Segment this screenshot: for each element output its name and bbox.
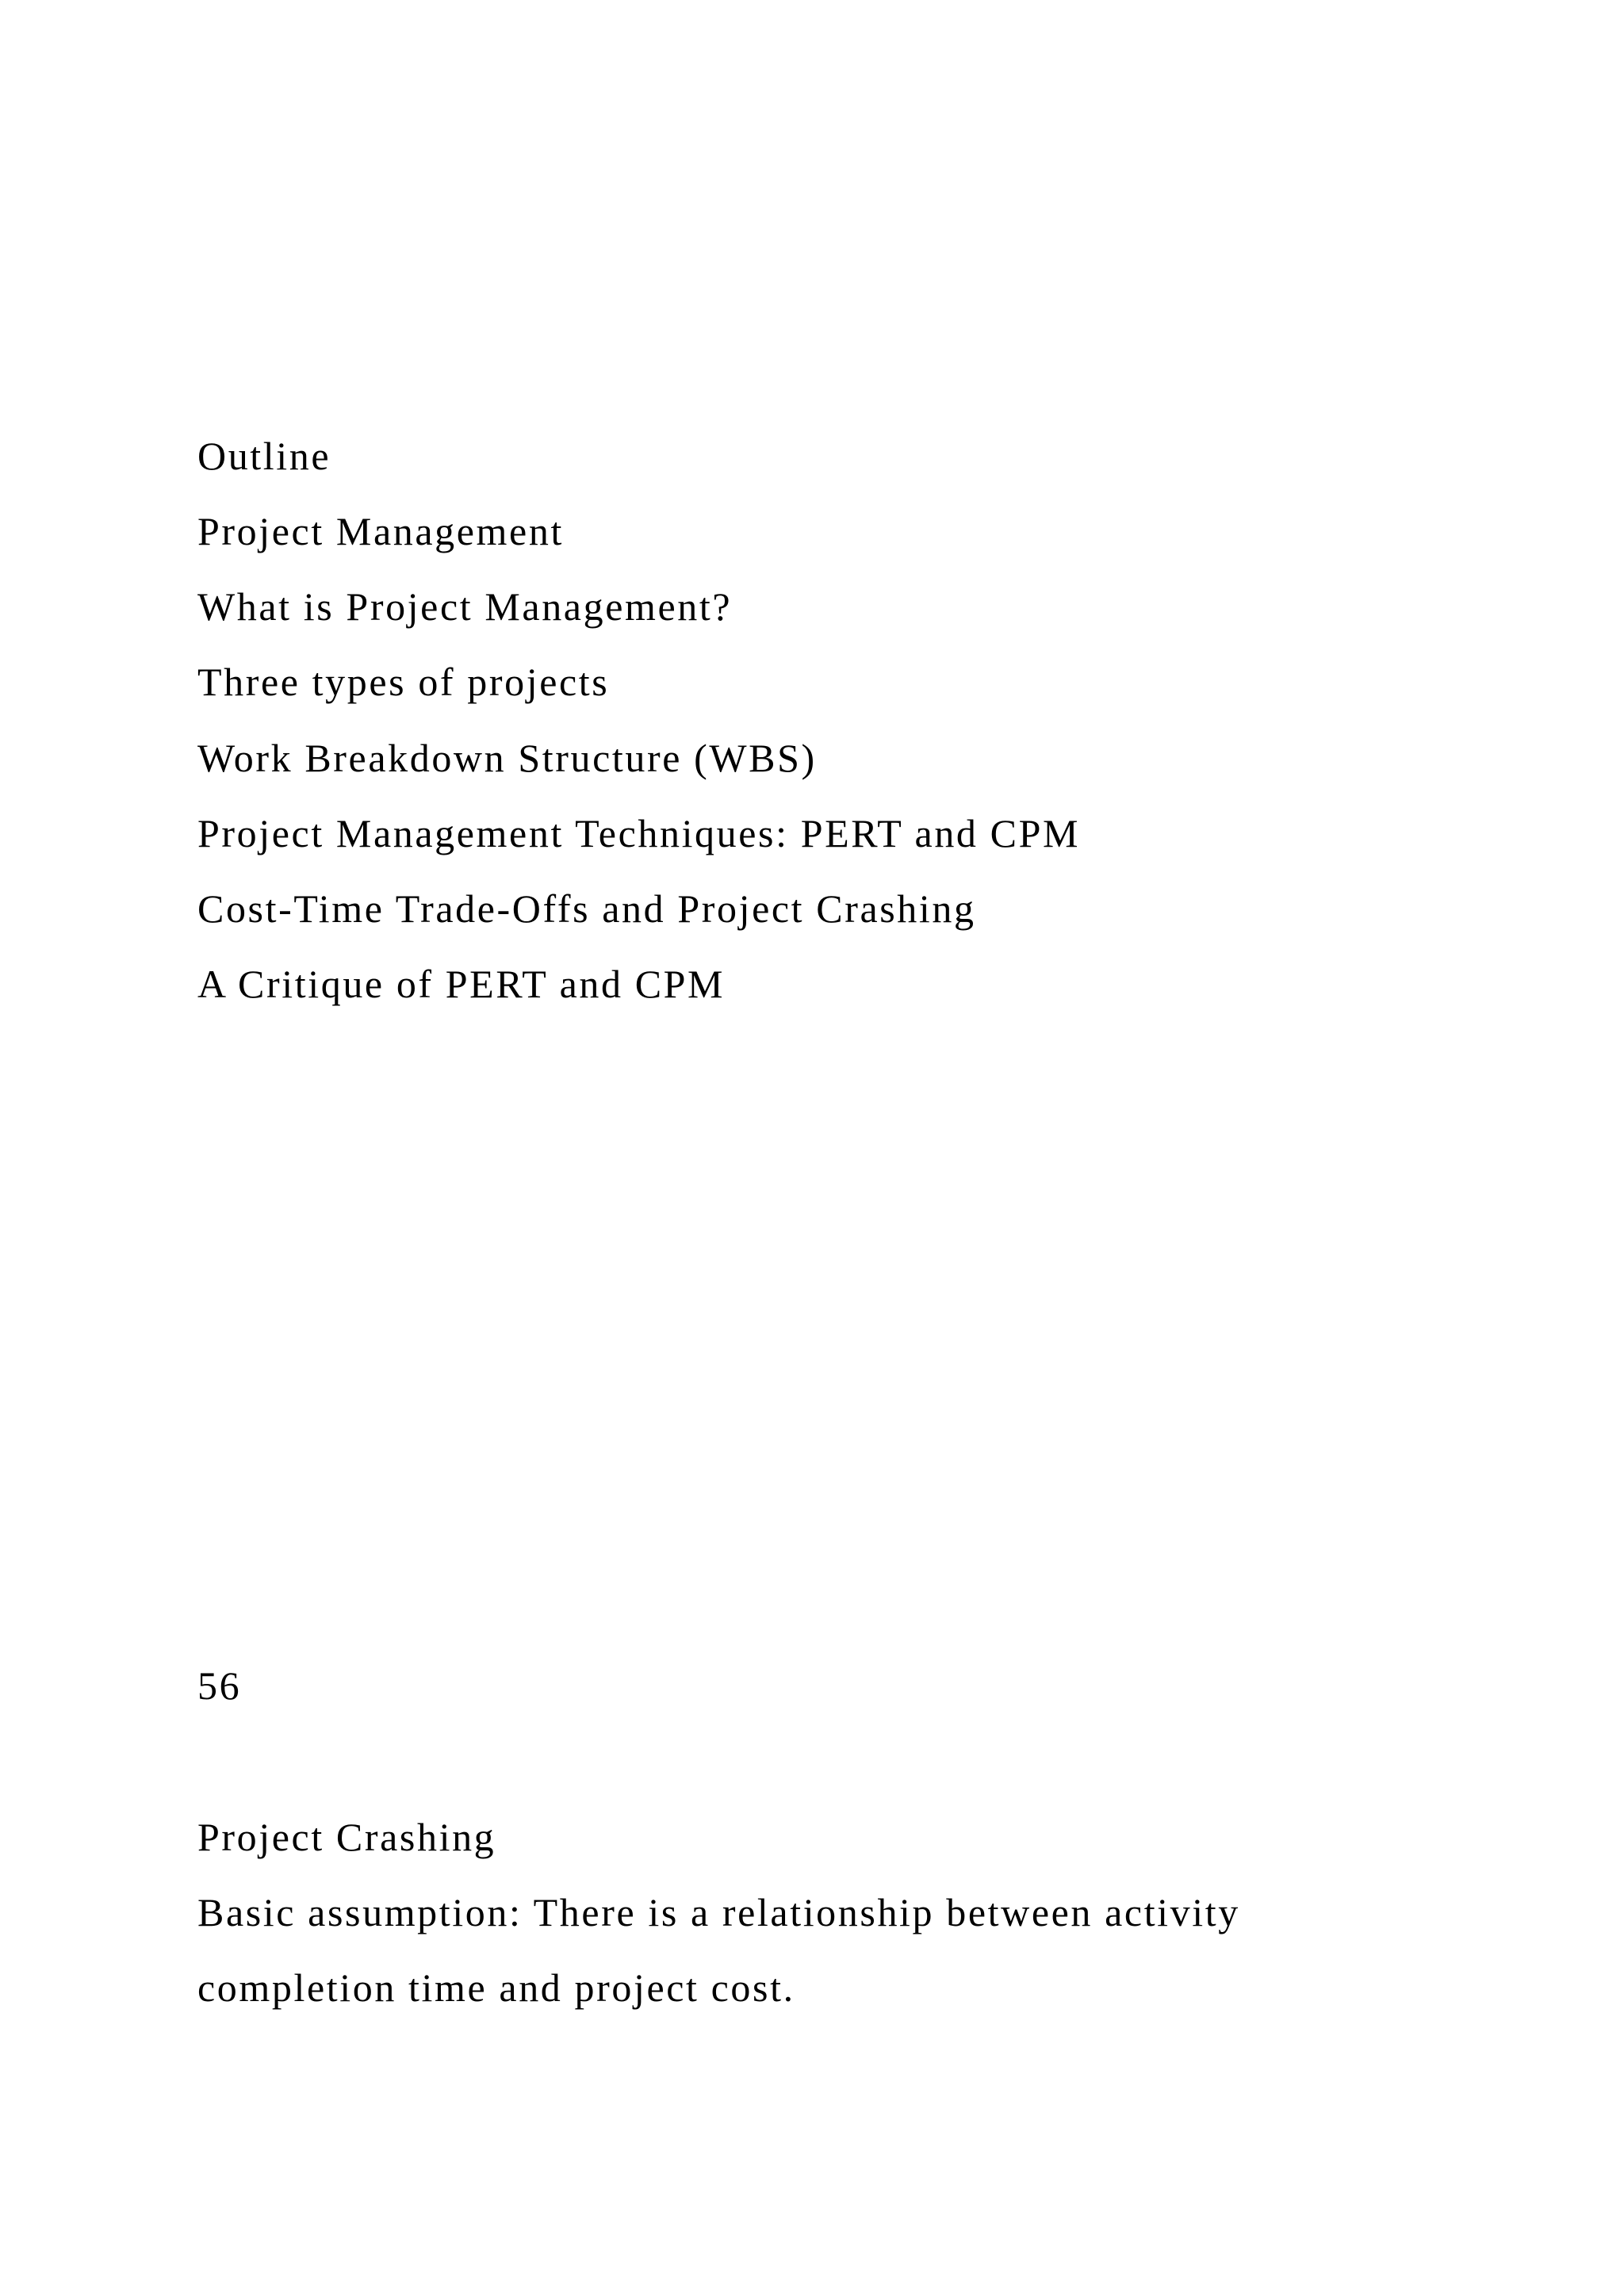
outline-heading: Outline xyxy=(197,434,331,478)
outline-item: Cost-Time Trade-Offs and Project Crashing xyxy=(197,886,976,931)
section-title: Project Crashing xyxy=(197,1815,496,1859)
outline-item: Project Management Techniques: PERT and CPM xyxy=(197,811,1081,855)
outline-item: What is Project Management? xyxy=(197,584,733,629)
outline-item: Project Management xyxy=(197,509,564,553)
body-line: completion time and project cost. xyxy=(197,1965,795,2010)
outline-item: A Critique of PERT and CPM xyxy=(197,962,726,1006)
body-line: Basic assumption: There is a relationship between activity xyxy=(197,1890,1240,1934)
outline-item: Three types of projects xyxy=(197,660,610,704)
outline-item: Work Breakdown Structure (WBS) xyxy=(197,736,817,780)
page-number: 56 xyxy=(197,1663,242,1708)
